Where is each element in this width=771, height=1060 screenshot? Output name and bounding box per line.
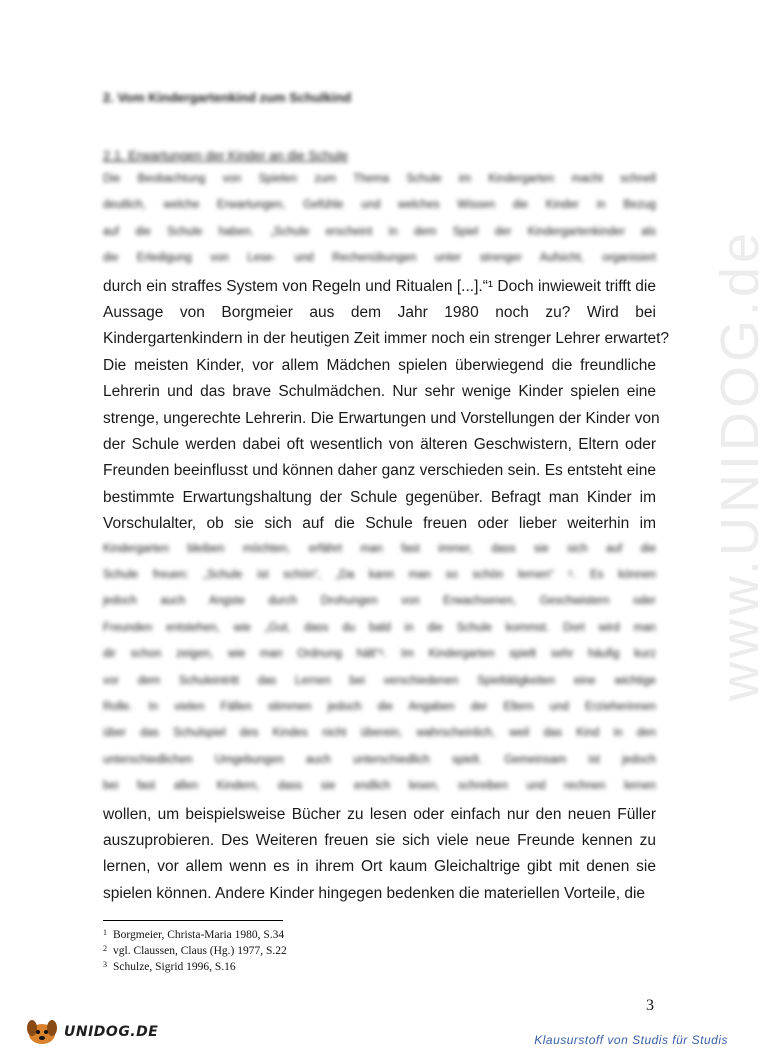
- logo-text: UNIDOG.DE: [64, 1024, 159, 1040]
- body-line: durch ein straffes System von Regeln und Ritualen [...].“¹ Doch inwieweit trifft die: [103, 277, 656, 295]
- body-line: Kindergartenkindern in der heutigen Zeit immer noch ein strenger Lehrer erwartet?: [103, 330, 670, 348]
- body-line: Rolle. In vielen Fällen stimmen jedoch die Angaben der Eltern und Erzieherinnen: [103, 701, 656, 713]
- body-line: die Erledigung von Lese- und Rechenübungen unter strenger Aufsicht, organisiert: [103, 252, 656, 265]
- watermark-text: www.UNIDOG.de: [710, 228, 770, 701]
- unidog-logo[interactable]: [22, 1016, 159, 1048]
- body-line: vor dem Schuleintritt das Lernen bei verschiedenen Spieltätigkeiten eine wichtige: [103, 674, 656, 687]
- body-line: jedoch auch Ängste durch Drohungen von Erwachsenen, Geschwistern oder: [103, 595, 656, 608]
- body-line: deutlich, welche Erwartungen, Gefühle und welches Wissen die Kinder in Bezug: [103, 199, 656, 212]
- body-line: spielen können. Andere Kinder hingegen bedenken die materiellen Vorteile, die: [103, 884, 646, 902]
- body-line: Freunden beeinflusst und können daher ganz verschieden sein. Es entsteht eine: [103, 462, 656, 480]
- footnote-1: $^1$ Borgmeier, Christa-Maria 1980, S.34: [103, 928, 285, 941]
- body-line: wollen, um beispielsweise Bücher zu lesen oder einfach nur den neuen Füller: [103, 805, 656, 823]
- body-line: strenge, ungerechte Lehrerin. Die Erwartungen und Vorstellungen der Kinder von: [103, 409, 660, 427]
- body-line: Kindergarten bleiben möchten, erfährt man fast immer, dass sie sich auf die: [103, 542, 656, 555]
- slogan-text: Klausurstoff von Studis für Studis: [534, 1033, 728, 1047]
- subsection-heading: 2.1. Erwartungen der Kinder an die Schule: [103, 148, 348, 163]
- body-line: Vorschulalter, ob sie sich auf die Schule freuen oder lieber weiterhin im: [103, 515, 656, 533]
- body-line: bestimmte Erwartungshaltung der Schule gegenüber. Befragt man Kinder im: [103, 488, 656, 506]
- body-line: bei fast allen Kindern, dass sie endlich lesen, schreiben und rechnen lernen: [103, 780, 656, 793]
- body-line: auf die Schule haben. „Schule erscheint in dem Spiel der Kindergartenkinder als: [103, 225, 656, 238]
- footnote-2: $^2$ vgl. Claussen, Claus (Hg.) 1977, S.22: [103, 944, 287, 957]
- body-line: dir schon zeigen, wie man Ordnung hält“³. Im Kindergarten spielt sehr häufig kurz: [103, 648, 656, 661]
- dog-mascot-icon: [22, 1016, 62, 1048]
- body-line: Die meisten Kinder, vor allem Mädchen spielen überwiegend die freundliche: [103, 356, 656, 374]
- footnote-divider: [103, 920, 283, 921]
- body-line: auszuprobieren. Des Weiteren freuen sie sich viele neue Freunde kennen zu: [103, 832, 656, 849]
- body-line: Schule freuen: „Schule ist schön“, „Da kann man so schön lernen“ ². Es können: [103, 569, 656, 581]
- body-line: Die Beobachtung von Spielen zum Thema Schule im Kindergarten macht schnell: [103, 173, 656, 185]
- body-line: Aussage von Borgmeier aus dem Jahr 1980 noch zu? Wird bei: [103, 304, 656, 321]
- body-line: über das Schulspiel des Kindes nicht überein, wahrscheinlich, weil das Kind in den: [103, 727, 656, 740]
- body-line: unterschiedlichen Umgebungen auch unterschiedlich spielt. Gemeinsam ist jedoch: [103, 753, 656, 766]
- body-line: der Schule werden dabei oft wesentlich von älteren Geschwistern, Eltern oder: [103, 436, 656, 453]
- page-number: 3: [646, 997, 654, 1014]
- footnote-3: $^3$ Schulze, Sigrid 1996, S.16: [103, 960, 236, 973]
- body-line: Freunden entstehen, wie „Gut, dass du bald in die Schule kommst. Dort wird man: [103, 621, 656, 634]
- body-line: Lehrerin und das brave Schulmädchen. Nur sehr wenige Kinder spielen eine: [103, 383, 656, 401]
- section-heading: 2. Vom Kindergartenkind zum Schulkind: [103, 90, 352, 105]
- body-line: lernen, vor allem wenn es in ihrem Ort kaum Gleichaltrige gibt mit denen sie: [103, 858, 656, 876]
